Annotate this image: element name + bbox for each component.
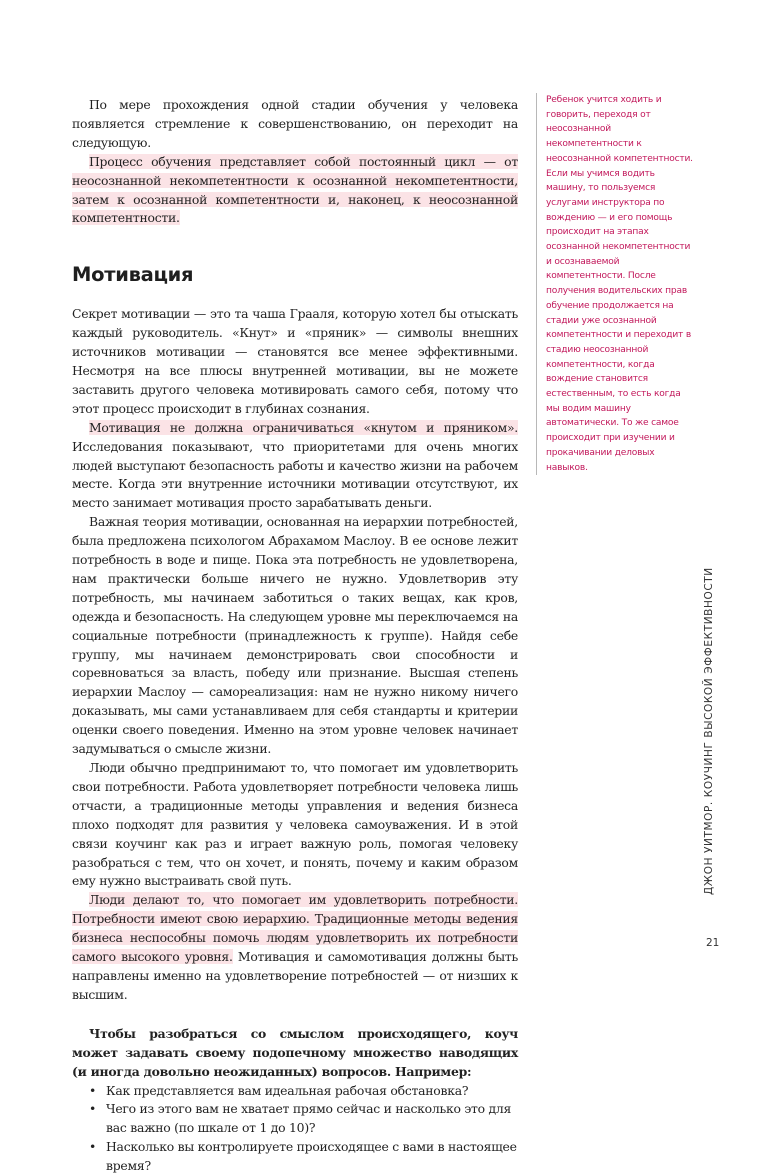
highlighted-text: Мотивация не должна ограничиваться «кнутом и пряником». — [89, 420, 518, 435]
highlighted-text: Люди делают то, что помогает им удовлетворить потребности. Потребности имеют свою иерархию. Традиционные методы ведения бизнеса неспособны помочь людям удовлетворить их потребности самого высокого уровня. — [72, 892, 518, 964]
paragraph-6: Люди обычно предпринимают то, что помогает им удовлетворить свои потребности. Работа удовлетворяет потребности человека лишь отчасти, а традиционные методы управления и ведения бизнеса плохо подходят для развития у человека самоуважения. И в этой связи коучинг как раз и играет важную роль, помогая человеку разобраться с тем, что он хочет, и понять, почему и каким образом ему нужно выстраивать свой путь. — [72, 759, 518, 891]
sidebar-note: Ребенок учится ходить и говорить, переходя от неосознанной некомпетентности к неосознанной компетентности. Если мы учимся водить машину, то пользуемся услугами инструктора по вождению — и его помощь происходит на этапах осознанной некомпетентности и осознаваемой компетентности. После получения водительских прав обучение продолжается на стадии уже осознанной компетентности и переходит в стадию неосознанной компетентности, когда вождение становится естественным, то есть когда мы водим машину автоматически. То же самое происходит при изучении и прокачивании деловых навыков. — [536, 93, 694, 475]
running-title: ДЖОН УИТМОР. КОУЧИНГ ВЫСОКОЙ ЭФФЕКТИВНОСТИ — [703, 567, 715, 895]
paragraph-7-rest: Мотивация и самомотивация должны быть направлены именно на удовлетворение потребностей — от низших к высшим. — [72, 949, 518, 1002]
highlighted-text: Процесс обучения представляет собой постоянный цикл — от неосознанной некомпетентности к осознанной некомпетентности, затем к осознанной компетентности и, наконец, к неосознанной компетентности. — [72, 154, 518, 226]
section-heading: Мотивация — [72, 266, 518, 285]
paragraph-1: По мере прохождения одной стадии обучения у человека появляется стремление к совершенствованию, он переходит на следующую. — [72, 96, 518, 153]
page-number: 21 — [706, 937, 719, 949]
list-item: • Чего из этого вам не хватает прямо сейчас и насколько это для вас важно (по шкале от 1 до 10)? — [106, 1100, 518, 1138]
paragraph-5: Важная теория мотивации, основанная на иерархии потребностей, была предложена психологом Абрахамом Маслоу. В ее основе лежит потребность в воде и пище. Пока эта потребность не удовлетворена, нам практически больше ничего не нужно. Удовлетворив эту потребность, мы начинаем заботиться о таких вещах, как кров, одежда и безопасность. На следующем уровне мы переключаемся на социальные потребности (принадлежность к группе). Найдя себе группу, мы начинаем демонстрировать свои способности и соревноваться за власть, победу или признание. Высшая степень иерархии Маслоу — самореализация: нам не нужно никому ничего доказывать, мы сами устанавливаем для себя стандарты и критерии оценки своего поведения. Именно на этом уровне человек начинает задумываться о смысле жизни. — [72, 513, 518, 759]
paragraph-7 — [72, 891, 518, 1004]
question-list — [72, 1082, 518, 1176]
paragraph-2 — [72, 153, 518, 229]
bold-intro: Чтобы разобраться со смыслом происходящего, коуч может задавать своему подопечному множество наводящих (и иногда довольно неожиданных) вопросов. Например: — [72, 1025, 518, 1082]
paragraph-4-rest: Исследования показывают, что приоритетами для очень многих людей выступают безопасность работы и качество жизни на рабочем месте. Когда эти внутренние источники мотивации отсутствуют, их место занимает мотивация просто зарабатывать деньги. — [72, 439, 518, 511]
main-text-column — [72, 96, 518, 1176]
list-item: • Насколько вы контролируете происходящее с вами в настоящее время? — [106, 1138, 518, 1176]
spacer — [72, 1005, 518, 1025]
list-item: • Как представляется вам идеальная рабочая обстановка? — [106, 1082, 518, 1101]
paragraph-4 — [72, 419, 518, 514]
paragraph-3: Секрет мотивации — это та чаша Грааля, которую хотел бы отыскать каждый руководитель. «Кнут» и «пряник» — символы внешних источников мотивации — становятся все менее эффективными. Несмотря на все плюсы внутренней мотивации, вы не можете заставить другого человека мотивировать самого себя, потому что этот процесс происходит в глубинах сознания. — [72, 305, 518, 418]
